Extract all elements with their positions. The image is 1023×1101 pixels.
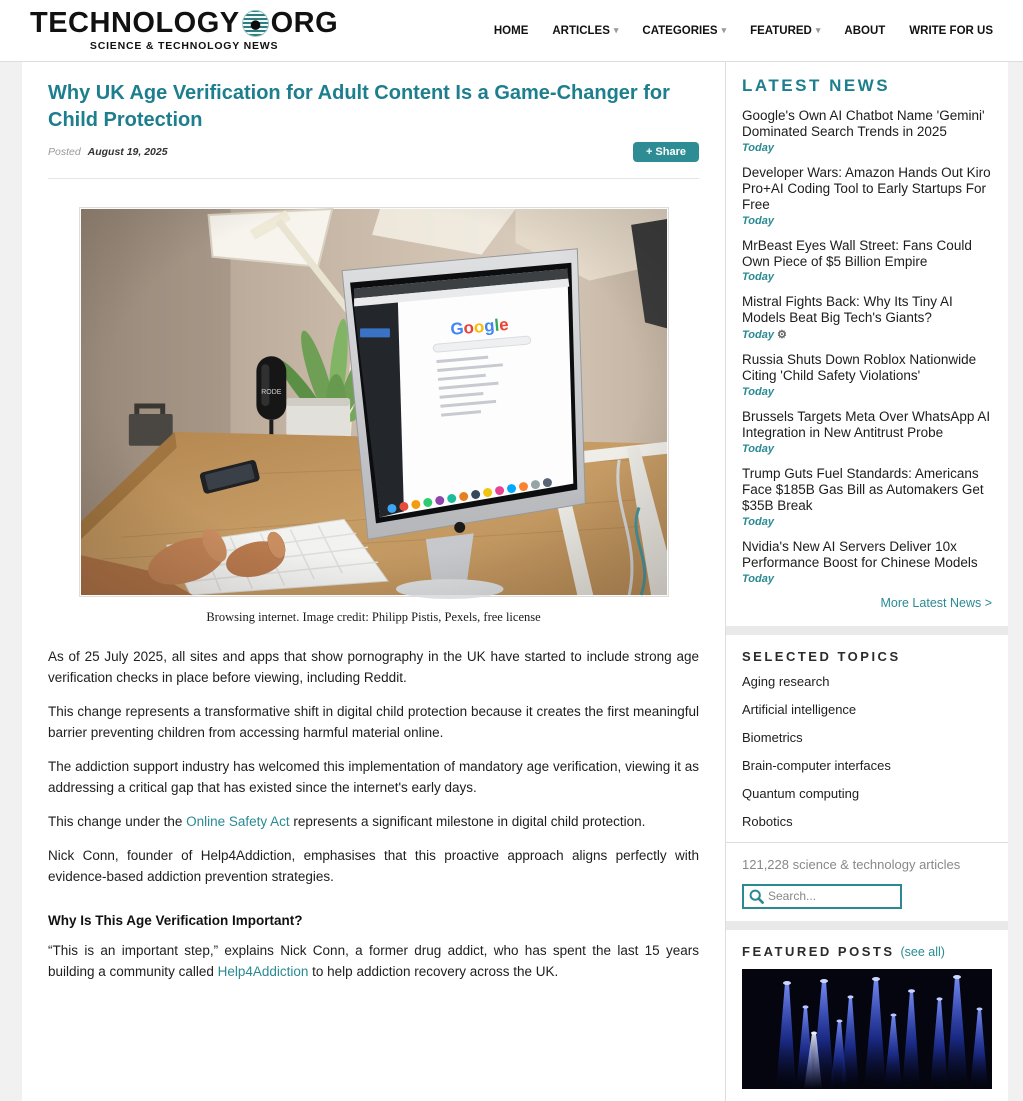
section-divider	[726, 921, 1008, 930]
nav-item-about[interactable]: ABOUT	[844, 24, 886, 37]
see-all-link[interactable]: (see all)	[900, 944, 945, 959]
paragraph: This change represents a transformative shift in digital child protection because it creates the first meaningful barrier preventing children from accessing harmful material online.	[48, 704, 699, 740]
search-input[interactable]	[768, 889, 886, 903]
news-date: Today	[742, 141, 774, 154]
news-link[interactable]: Trump Guts Fuel Standards: Americans Face $185B Gas Bill as Automakers Get $35B Break	[742, 465, 984, 513]
section-divider	[726, 626, 1008, 635]
topic-link-biometrics[interactable]: Biometrics	[742, 729, 803, 745]
latest-news-section	[726, 62, 1008, 626]
gears-icon: ⚙	[777, 329, 787, 342]
topic-link-quantum-computing[interactable]: Quantum computing	[742, 785, 860, 801]
list-item	[742, 352, 992, 398]
news-link[interactable]: Russia Shuts Down Roblox Nationwide Citing 'Child Safety Violations'	[742, 352, 977, 384]
site-header	[0, 0, 1023, 62]
paragraph: This change under the Online Safety Act represents a significant milestone in digital child protection.	[48, 813, 646, 829]
paragraph: “This is an important step,” explains Nick Conn, a former drug addict, who has spent the last 15 years building a community called Help4Addiction to help addiction recovery across the UK.	[48, 943, 699, 980]
news-link[interactable]: Mistral Fights Back: Why Its Tiny AI Models Beat Big Tech's Giants?	[742, 294, 953, 326]
paragraph: As of 25 July 2025, all sites and apps that show pornography in the UK have started to include strong age verification checks in place before viewing, including Reddit.	[48, 649, 699, 686]
desk-photo-illustration	[81, 209, 667, 595]
chevron-down-icon: ▾	[613, 25, 619, 35]
chevron-down-icon: ▾	[721, 25, 727, 35]
list-item	[742, 108, 992, 154]
news-date: Today	[742, 515, 774, 528]
topic-link-robotics[interactable]: Robotics	[742, 813, 793, 829]
news-link[interactable]: Google's Own AI Chatbot Name 'Gemini' Dominated Search Trends in 2025	[742, 108, 985, 139]
topic-link-aging-research[interactable]: Aging research	[742, 673, 830, 689]
search-icon	[749, 889, 764, 904]
more-latest-news-link[interactable]: More Latest News >	[880, 595, 992, 610]
list-item	[742, 409, 992, 455]
nav-item-articles[interactable]: ARTICLES ▾	[552, 24, 619, 37]
nav-item-write-for-us[interactable]: WRITE FOR US	[909, 24, 993, 37]
list-item	[742, 165, 992, 227]
chevron-down-icon: ▾	[815, 25, 821, 35]
list-item	[742, 238, 992, 284]
topic-link-brain-computer-interfaces[interactable]: Brain-computer interfaces	[742, 757, 891, 773]
news-link[interactable]: Developer Wars: Amazon Hands Out Kiro Pro+AI Coding Tool to Early Startups For Free	[742, 164, 991, 212]
selected-topics-section	[726, 635, 1008, 921]
featured-posts-title: FEATURED POSTS	[742, 943, 895, 959]
nav-item-featured[interactable]: FEATURED ▾	[750, 24, 821, 37]
news-date: Today	[742, 442, 774, 455]
page-title: Why UK Age Verification for Adult Content Is a Game-Changer for Child Protection	[48, 82, 670, 131]
list-item	[742, 539, 992, 585]
news-link[interactable]: Nvidia's New AI Servers Deliver 10x Performance Boost for Chinese Models	[742, 538, 978, 570]
eye-logo-icon	[242, 10, 269, 37]
article-photo	[79, 207, 669, 597]
news-date: Today	[742, 572, 774, 585]
section-heading: Why Is This Age Verification Important?	[48, 913, 303, 929]
nav-item-categories[interactable]: CATEGORIES ▾	[642, 24, 727, 37]
topic-link-artificial-intelligence[interactable]: Artificial intelligence	[742, 701, 857, 717]
paragraph: Nick Conn, founder of Help4Addiction, emphasises that this proactive approach aligns perfectly with evidence-based addiction prevention strategies.	[48, 847, 699, 884]
news-link[interactable]: MrBeast Eyes Wall Street: Fans Could Own Piece of $5 Billion Empire	[742, 237, 972, 269]
search-box	[742, 884, 902, 909]
divider	[726, 842, 1008, 843]
latest-news-title: LATEST NEWS	[742, 76, 891, 95]
sidebar	[726, 62, 1008, 1101]
share-button[interactable]: + Share	[633, 142, 699, 162]
news-date: Today	[742, 214, 774, 227]
site-logo[interactable]	[30, 9, 338, 52]
article-main	[22, 62, 726, 1101]
article-body	[48, 647, 699, 983]
news-date: Today	[742, 386, 774, 399]
news-link[interactable]: Brussels Targets Meta Over WhatsApp AI Integration in New Antitrust Probe	[742, 409, 991, 441]
header-divider	[48, 178, 699, 179]
image-caption: Browsing internet. Image credit: Philipp Pistis, Pexels, free license	[206, 610, 541, 625]
selected-topics-title: SELECTED TOPICS	[742, 648, 901, 664]
nav-item-home[interactable]: HOME	[493, 24, 529, 37]
help4addiction-link[interactable]: Help4Addiction	[217, 964, 309, 980]
paragraph: The addiction support industry has welcomed this implementation of mandatory age verification, viewing it as addressing a critical gap that has existed since the internet's early days.	[48, 758, 699, 795]
article-count-text: 121,228 science & technology articles	[742, 856, 961, 872]
online-safety-act-link[interactable]: Online Safety Act	[186, 813, 290, 829]
list-item	[742, 466, 992, 528]
news-date: Today ⚙	[742, 328, 787, 342]
logo-text-right: ORG	[270, 7, 339, 39]
posted-date-row	[48, 146, 168, 158]
main-nav	[494, 25, 993, 37]
site-tagline: SCIENCE & TECHNOLOGY NEWS	[89, 40, 279, 52]
posted-date: August 19, 2025	[87, 146, 168, 159]
list-item	[742, 294, 992, 341]
news-date: Today	[742, 271, 774, 284]
featured-post-image[interactable]	[742, 969, 992, 1089]
posted-label: Posted	[48, 146, 81, 159]
featured-posts-section	[726, 930, 1008, 1101]
logo-text-left: TECHNOLOGY	[30, 7, 240, 39]
